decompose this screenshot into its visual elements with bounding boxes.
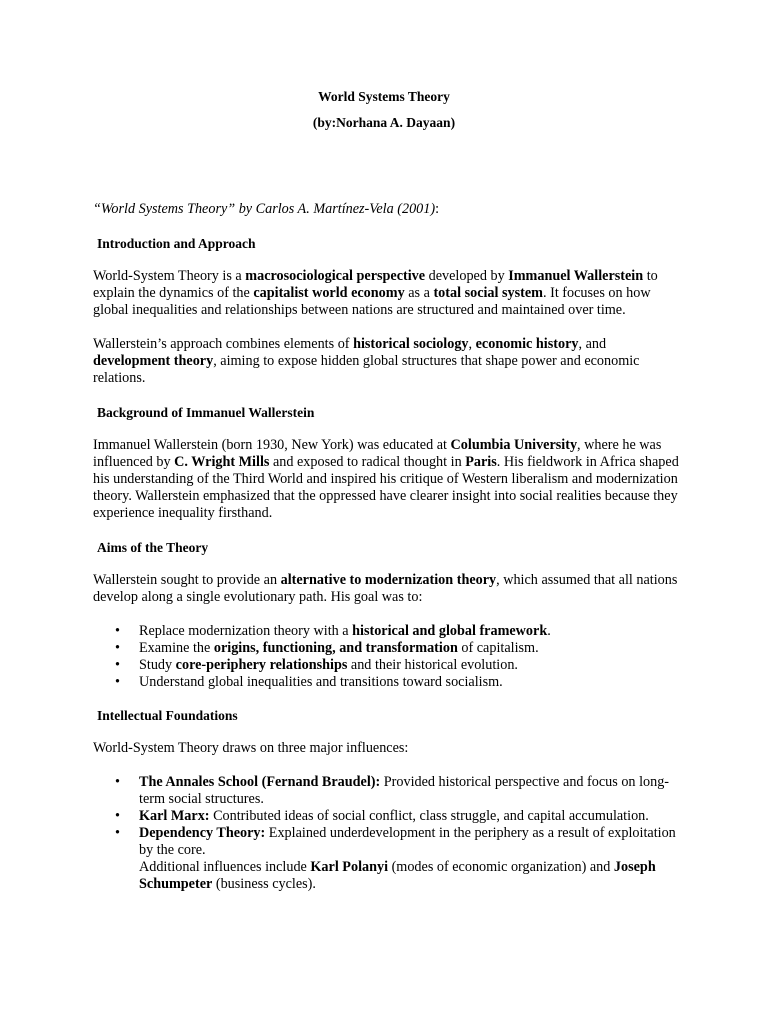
bold-run: Joseph Schumpeter [139,859,656,892]
text-run: . It focuses on how global inequalities and relationships between nations are structured and maintained over time. [93,285,651,318]
bold-run: alternative to modernization theory [280,572,497,588]
text-run: World-System Theory is a [93,268,246,284]
list-item [93,640,683,657]
text-run: and their historical evolution. [347,657,518,673]
bold-run: The Annales School (Fernand Braudel): [139,774,381,790]
bullet-icon: • [115,774,120,790]
text-run: Immanuel Wallerstein (born 1930, New York) was educated at [93,437,451,453]
bold-run: Immanuel Wallerstein [508,268,644,284]
text-run: , and [578,336,607,352]
text-run: Wallerstein’s approach combines elements of [93,336,354,352]
heading-introduction: Introduction and Approach [97,236,256,251]
bullet-icon: • [115,808,120,824]
text-run: Explained underdevelopment in the periphery as a result of exploitation by the core. [139,825,676,858]
bold-run: economic history [475,336,579,352]
text-run: Study [139,657,176,673]
text-run: Wallerstein sought to provide an [93,572,281,588]
intro-paragraph-1 [93,268,683,319]
bold-run: origins, functioning, and transformation [213,640,458,656]
list-item [93,657,683,674]
text-run: (business cycles). [212,876,316,892]
document-byline: (by:Norhana A. Dayaan) [312,115,456,130]
text-run: Additional influences include [139,859,311,875]
heading-background: Background of Immanuel Wallerstein [97,405,315,420]
text-run: Examine the [139,640,214,656]
list-item [93,623,683,640]
bold-run: development theory [93,353,214,369]
bold-run: Paris [465,454,497,470]
text-run: Provided historical perspective and focus on long-term social structures. [139,774,670,807]
bold-run: Dependency Theory: [139,825,266,841]
bold-run: Karl Polanyi [310,859,389,875]
additional-influences [139,859,656,892]
text-run: as a [404,285,434,301]
aims-bullet-list [93,623,683,691]
bullet-icon: • [115,825,120,841]
intro-paragraph-2 [93,336,683,387]
heading-foundations: Intellectual Foundations [97,708,238,723]
bullet-icon: • [115,640,120,656]
text-run: developed by [425,268,509,284]
text-run: . [547,623,551,639]
text-run: . His fieldwork in Africa shaped his understanding of the Third World and inspired his critique of Western liberalism and modernization theory. Wallerstein emphasized that the oppressed have clearer insight into social realities because they experience inequality firsthand. [93,454,679,521]
text-run: Replace modernization theory with a [139,623,353,639]
bold-run: core-periphery relationships [175,657,348,673]
bold-run: C. Wright Mills [174,454,270,470]
bold-run: Columbia University [450,437,578,453]
bold-run: historical sociology [353,336,469,352]
bullet-icon: • [115,623,120,639]
source-citation-line [93,201,683,218]
text-run: , aiming to expose hidden global structures that shape power and economic relations. [93,353,640,386]
text-run: , [468,336,476,352]
text-run: Understand global inequalities and transitions toward socialism. [139,674,503,690]
text-run: , where he was influenced by [93,437,662,470]
list-item [93,808,683,825]
list-item [93,674,683,691]
list-item [93,774,683,808]
source-citation: “World Systems Theory” by Carlos A. Martínez-Vela (2001) [93,201,436,217]
bold-run: capitalist world economy [253,285,405,301]
text-run: of capitalism. [457,640,539,656]
text-run: and exposed to radical thought in [269,454,466,470]
aims-paragraph [93,572,683,606]
foundations-intro: World-System Theory draws on three major influences: [93,740,409,756]
text-run: Contributed ideas of social conflict, class struggle, and capital accumulation. [209,808,649,824]
source-citation-trail: : [435,201,440,217]
bold-run: historical and global framework [352,623,548,639]
document-title: World Systems Theory [318,89,450,104]
bold-run: Karl Marx: [139,808,210,824]
bullet-icon: • [115,674,120,690]
text-run: , which assumed that all nations develop along a single evolutionary path. His goal was to: [93,572,678,605]
background-paragraph [93,437,683,522]
heading-aims: Aims of the Theory [97,540,209,555]
bold-run: macrosociological perspective [245,268,426,284]
text-run: to explain the dynamics of the [93,268,658,301]
text-run: (modes of economic organization) and [388,859,614,875]
foundations-bullet-list [93,774,683,893]
bold-run: total social system [433,285,543,301]
list-item [93,825,683,893]
bullet-icon: • [115,657,120,673]
